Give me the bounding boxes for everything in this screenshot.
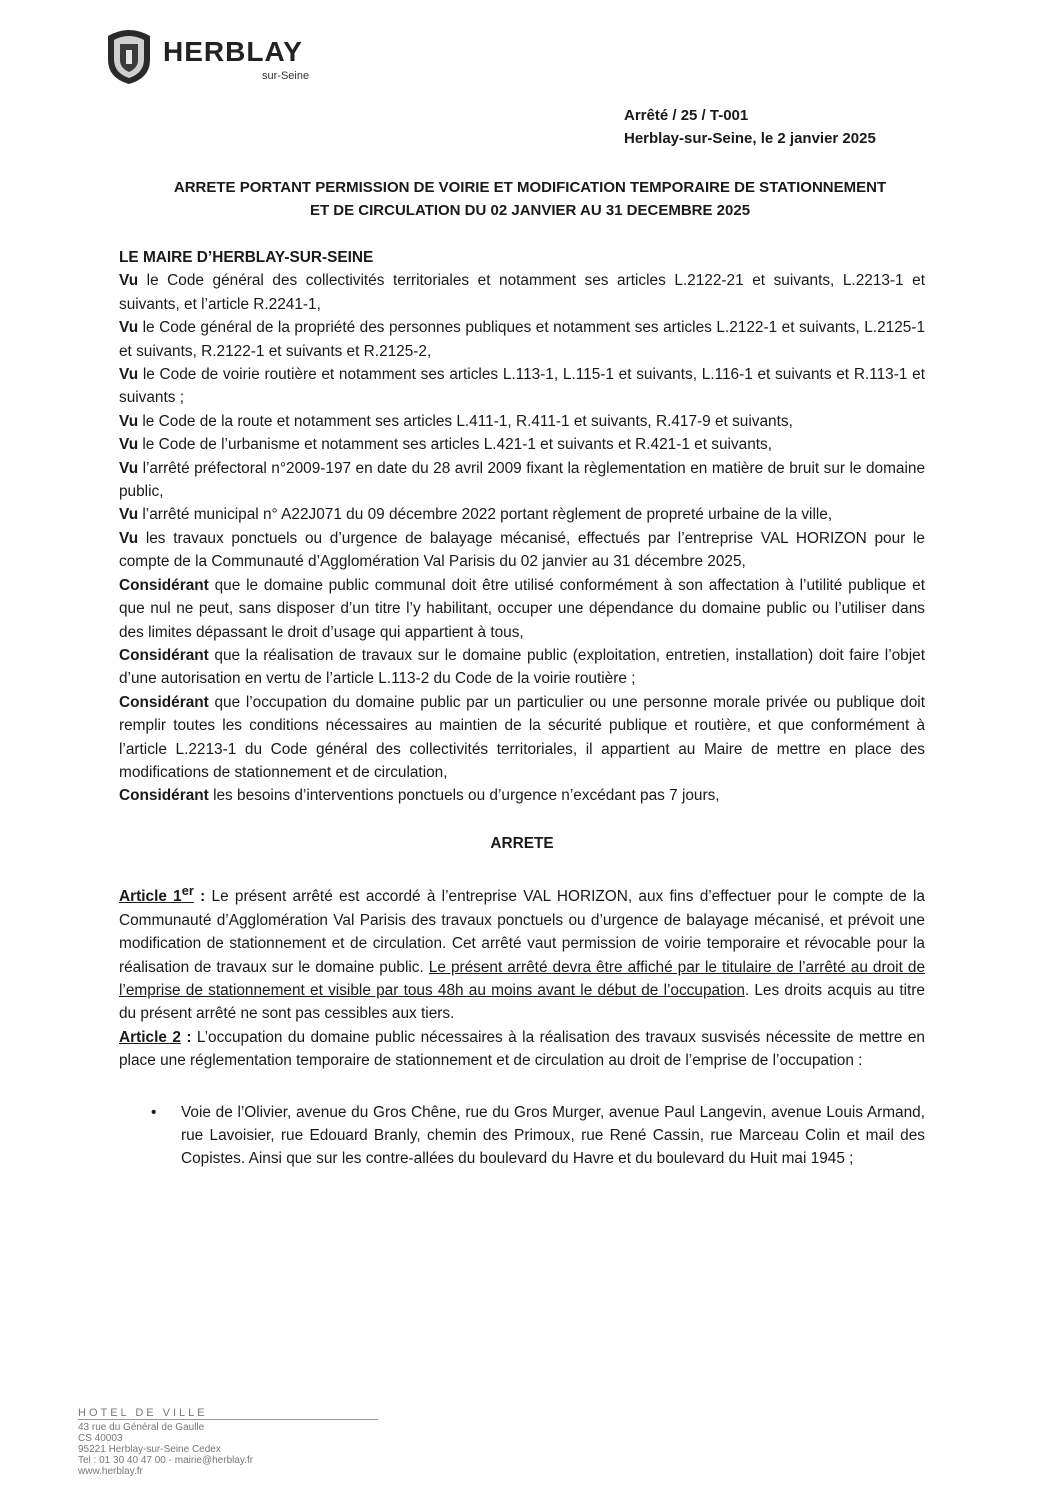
title-line-1: ARRETE PORTANT PERMISSION DE VOIRIE ET MODIFICATION TEMPORAIRE DE STATIONNEMENT: [173, 179, 887, 196]
visa-paragraph: Vu le Code général des collectivités territoriales et notamment ses articles L.2122-21 et suivants, L.2213-1 et suivants, et l’article R.2241-1,: [119, 272, 925, 313]
maire-heading: LE MAIRE D’HERBLAY-SUR-SEINE: [119, 249, 374, 266]
footer-line: CS 40003: [78, 1433, 123, 1444]
footer-address: [78, 1408, 378, 1477]
footer-hotel-de-ville: HOTEL DE VILLE: [78, 1408, 378, 1420]
arrete-heading: ARRETE: [490, 834, 554, 852]
city-crest-icon: [100, 26, 158, 86]
footer-line: 95221 Herblay-sur-Seine Cedex: [78, 1444, 221, 1455]
article-1: Article 1er : Le présent arrêté est accordé à l’entreprise VAL HORIZON, aux fins d’effectuer pour le compte de la Communauté d’Agglomération Val Parisis des travaux ponctuels ou d’urgence de balayage mécanisé, et prévoit une modification de stationnement et de circulation. Cet arrêté vaut permission de voirie temporaire et révocable pour la réalisation de travaux sur le domaine public. Le présent arrêté devra être affiché par le titulaire de l’arrêté au droit de l’emprise de stationnement et visible par tous 48h au moins avant le début de l’occupation. Les droits acquis au titre du présent arrêté ne sont pas cessibles aux tiers.: [119, 883, 926, 1023]
visa-paragraph: Vu l’arrêté municipal n° A22J071 du 09 décembre 2022 portant règlement de propreté urbaine de la ville,: [119, 506, 833, 524]
visa-paragraph: Vu le Code de la route et notamment ses articles L.411-1, R.411-1 et suivants, R.417-9 et suivants,: [119, 412, 793, 430]
considerant-paragraph: Considérant que le domaine public communal doit être utilisé conformément à son affectation à l’utilité publique et que nul ne peut, sans disposer d’un titre l’y habilitant, occuper une dépendance du domaine public ou l’utiliser dans des limites dépassant le droit d’usage qui appartient à tous,: [119, 576, 925, 641]
herblay-logo: [100, 26, 330, 86]
title-line-2: ET DE CIRCULATION DU 02 JANVIER AU 31 DECEMBRE 2025: [309, 202, 751, 219]
reference-block: [624, 104, 876, 150]
article-1-label: Article 1er: [119, 883, 194, 906]
article-2: Article 2 : L’occupation du domaine public nécessaires à la réalisation des travaux susvisés nécessite de mettre en place une réglementation temporaire de stationnement et de circulation au droit de l’emprise de l’occupation :: [119, 1028, 925, 1070]
considerant-paragraph: Considérant les besoins d’interventions ponctuels ou d’urgence n’excédant pas 7 jours,: [119, 787, 720, 805]
street-list: [119, 1101, 925, 1171]
list-item: • Voie de l’Olivier, avenue du Gros Chêne, rue du Gros Murger, avenue Paul Langevin, avenue Louis Armand, rue Lavoisier, rue Edouard Branly, chemin des Primoux, rue René Cassin, rue Marceau Colin et mail des Copistes. Ainsi que sur les contre-allées du boulevard du Havre et du boulevard du Huit mai 1945 ;: [151, 1103, 925, 1168]
document-body: [119, 246, 925, 1171]
document-title: [110, 176, 950, 222]
footer-line: 43 rue du Général de Gaulle: [78, 1422, 205, 1433]
place-date: Herblay-sur-Seine, le 2 janvier 2025: [624, 130, 876, 147]
article-1-underlined: Le présent arrêté devra être affiché par le titulaire de l’arrêté au droit de l’emprise de stationnement et visible par tous 48h au moins avant le début de l’occupation: [119, 958, 926, 999]
visa-paragraph: Vu le Code général de la propriété des personnes publiques et notamment ses articles L.2122-1 et suivants, L.2125-1 et suivants, R.2122-1 et suivants et R.2125-2,: [119, 319, 925, 360]
visa-paragraph: Vu le Code de voirie routière et notamment ses articles L.113-1, L.115-1 et suivants, L.116-1 et suivants et R.113-1 et suivants ;: [119, 366, 925, 407]
footer-line: www.herblay.fr: [78, 1466, 143, 1477]
visa-paragraph: Vu l’arrêté préfectoral n°2009-197 en date du 28 avril 2009 fixant la règlementation en matière de bruit sur le domaine public,: [119, 459, 925, 501]
visa-paragraph: Vu le Code de l’urbanisme et notamment ses articles L.421-1 et suivants et R.421-1 et suivants,: [119, 436, 773, 454]
visa-paragraph: Vu les travaux ponctuels ou d’urgence de balayage mécanisé, effectués par l’entreprise VAL HORIZON pour le compte de la Communauté d’Agglomération Val Parisis du 02 janvier au 31 décembre 2025,: [119, 529, 925, 571]
logo-subtitle: sur-Seine: [262, 70, 310, 82]
article-2-label: Article 2: [119, 1028, 181, 1046]
considerant-paragraph: Considérant que l’occupation du domaine public par un particulier ou une personne morale privée ou publique doit remplir toutes les conditions nécessaires au maintien de la sécurité publique et routière, et que conformément à l’article L.2213-1 du Code général des collectivités territoriales, il appartient au Maire de mettre en place des modifications de stationnement et de circulation,: [119, 693, 925, 781]
considerant-paragraph: Considérant que la réalisation de travaux sur le domaine public (exploitation, entretien, installation) doit faire l’objet d’une autorisation en vertu de l’article L.113-2 du Code de la voirie routière ;: [119, 646, 925, 688]
logo-name: HERBLAY: [163, 36, 303, 67]
arrete-number: Arrêté / 25 / T-001: [624, 107, 749, 124]
footer-line: Tel : 01 30 40 47 00 - mairie@herblay.fr: [78, 1455, 254, 1466]
